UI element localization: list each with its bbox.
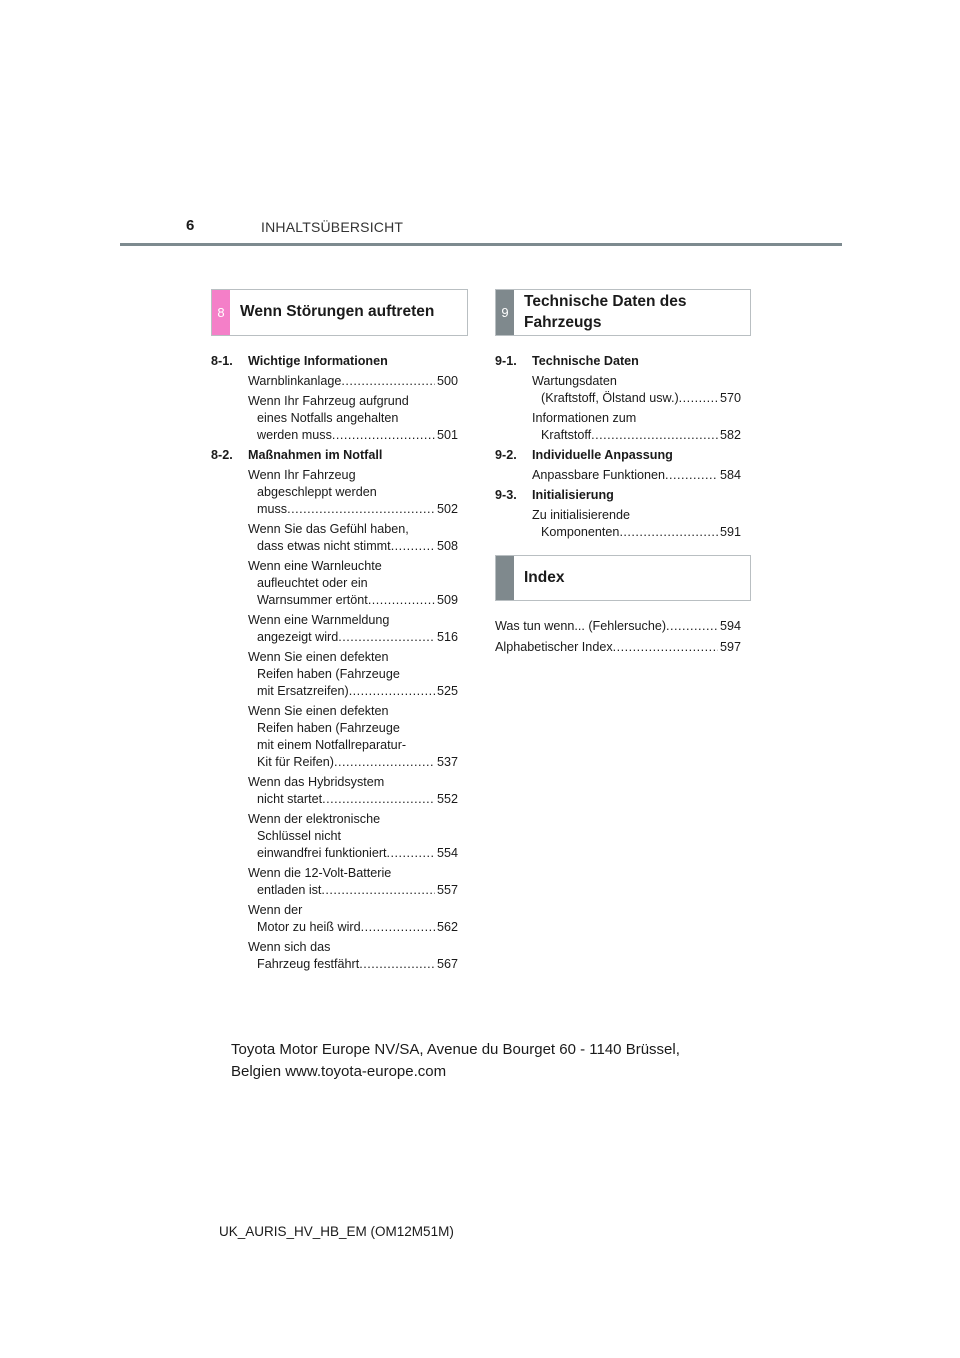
- dot-leader: [321, 882, 435, 899]
- toc-page-number[interactable]: 537: [436, 755, 458, 769]
- dot-leader: [338, 629, 435, 646]
- toc-entry[interactable]: [248, 649, 458, 700]
- dot-leader: [359, 956, 435, 973]
- toc-entry[interactable]: [532, 467, 741, 484]
- toc-entry[interactable]: [248, 521, 458, 555]
- toc-page-number[interactable]: 582: [719, 428, 741, 442]
- toc-group-heading[interactable]: [211, 353, 458, 370]
- toc-page-number[interactable]: 554: [436, 846, 458, 860]
- dot-leader: [666, 618, 718, 635]
- toc-group-number: 9-2.: [495, 448, 517, 462]
- toc-group-number: 9-1.: [495, 354, 517, 368]
- toc-entry-line: Wenn Ihr Fahrzeug aufgrund: [248, 394, 409, 408]
- index-entry[interactable]: [495, 618, 741, 635]
- toc-entry-line: Wenn Sie einen defekten: [248, 650, 389, 664]
- dot-leader: [287, 501, 435, 518]
- toc-entry-line: aufleuchtet oder ein: [257, 576, 368, 590]
- toc-entry-line: Reifen haben (Fahrzeuge: [257, 667, 400, 681]
- toc-group-title: Individuelle Anpassung: [532, 448, 673, 462]
- toc-group-heading[interactable]: [495, 353, 741, 370]
- toc-entry-line: Schlüssel nicht: [257, 829, 341, 843]
- toc-entry-line: Kit für Reifen) ..... 537: [248, 754, 458, 771]
- toc-page-number[interactable]: 525: [436, 684, 458, 698]
- section-9-title: Technische Daten des Fahrzeugs: [524, 293, 687, 331]
- section-8-number: 8: [217, 305, 225, 320]
- toc-group-number: 9-3.: [495, 488, 517, 502]
- toc-entry-line: einwandfrei funktioniert ..... 554: [248, 845, 458, 862]
- toc-group: [495, 353, 741, 444]
- toc-group-title: Wichtige Informationen: [248, 354, 388, 368]
- toc-page-number[interactable]: 509: [436, 593, 458, 607]
- dot-leader: [332, 427, 435, 444]
- toc-entry[interactable]: [532, 373, 741, 407]
- index-header: [495, 555, 751, 601]
- header-rule: [120, 243, 842, 246]
- toc-entry[interactable]: [532, 410, 741, 444]
- toc-page-number[interactable]: 508: [436, 539, 458, 553]
- toc-entry-line: Wartungsdaten: [532, 374, 617, 388]
- dot-leader: [665, 467, 718, 484]
- toc-entry-line: Kraftstoff ..... 582: [532, 427, 741, 444]
- toc-entry-line: Wenn Sie einen defekten: [248, 704, 389, 718]
- toc-entry[interactable]: [248, 865, 458, 899]
- toc-group: [211, 353, 458, 444]
- toc-entry[interactable]: [248, 612, 458, 646]
- toc-group-number: 8-2.: [211, 448, 233, 462]
- toc-group-title: Maßnahmen im Notfall: [248, 448, 383, 462]
- toc-group-heading[interactable]: [495, 447, 741, 464]
- dot-leader: [334, 754, 435, 771]
- toc-group-heading[interactable]: [495, 487, 741, 504]
- toc-entry[interactable]: [248, 558, 458, 609]
- toc-entry-line: Anpassbare Funktionen ..... 584: [532, 467, 741, 484]
- index-title: Index: [524, 569, 565, 586]
- toc-entry[interactable]: [248, 811, 458, 862]
- toc-entry-line: entladen ist ..... 557: [248, 882, 458, 899]
- toc-page-number[interactable]: 597: [719, 640, 741, 654]
- toc-page-number[interactable]: 567: [436, 957, 458, 971]
- toc-entry-line: Wenn Sie das Gefühl haben,: [248, 522, 409, 536]
- toc-entry-line: mit Ersatzreifen) ..... 525: [248, 683, 458, 700]
- toc-entry-line: Reifen haben (Fahrzeuge: [257, 721, 400, 735]
- toc-group: [495, 447, 741, 484]
- toc-entry-line: Wenn eine Warnleuchte: [248, 559, 382, 573]
- toc-entry-line: (Kraftstoff, Ölstand usw.) ..... 570: [532, 390, 741, 407]
- toc-entry[interactable]: [248, 373, 458, 390]
- toc-entry-line: Alphabetischer Index ..... 597: [495, 639, 741, 656]
- dot-leader: [387, 845, 435, 862]
- toc-entry-line: mit einem Notfallreparatur-: [257, 738, 407, 752]
- dot-leader: [361, 919, 435, 936]
- toc-group-title: Technische Daten: [532, 354, 639, 368]
- section-8-tab: [212, 290, 230, 335]
- toc-entry-line: Wenn sich das: [248, 940, 331, 954]
- toc-entry-line: Wenn Ihr Fahrzeug: [248, 468, 356, 482]
- dot-leader: [368, 592, 435, 609]
- toc-page-number[interactable]: 594: [719, 619, 741, 633]
- section-9-header: [495, 289, 751, 336]
- dot-leader: [349, 683, 435, 700]
- toc-entry-line: Warnblinkanlage ..... 500: [248, 373, 458, 390]
- toc-page-number[interactable]: 552: [436, 792, 458, 806]
- toc-page-number[interactable]: 516: [436, 630, 458, 644]
- toc-entry-line: Informationen zum: [532, 411, 637, 425]
- toc-entry[interactable]: [248, 393, 458, 444]
- toc-entry-line: muss ..... 502: [248, 501, 458, 518]
- toc-entry-line: werden muss ..... 501: [248, 427, 458, 444]
- toc-entry-line: abgeschleppt werden: [257, 485, 377, 499]
- toc-entry-line: angezeigt wird ..... 516: [248, 629, 458, 646]
- toc-page-number[interactable]: 501: [436, 428, 458, 442]
- toc-page-number[interactable]: 500: [436, 374, 458, 388]
- toc-entry-line: Was tun wenn... (Fehlersuche) ..... 594: [495, 618, 741, 635]
- section-9-tab: [496, 290, 514, 335]
- toc-page-number[interactable]: 502: [436, 502, 458, 516]
- toc-entry-line: eines Notfalls angehalten: [257, 411, 399, 425]
- toc-entry-line: Warnsummer ertönt ..... 509: [248, 592, 458, 609]
- section-8-title: Wenn Störungen auftreten: [240, 303, 435, 320]
- dot-leader: [341, 373, 435, 390]
- section-8-header: [211, 289, 468, 336]
- document-code: UK_AURIS_HV_HB_EM (OM12M51M): [219, 1224, 454, 1239]
- dot-leader: [619, 524, 718, 541]
- toc-entry[interactable]: [248, 939, 458, 973]
- toc-entry[interactable]: [248, 703, 458, 771]
- toc-group: [495, 487, 741, 541]
- toc-group: [211, 447, 458, 973]
- dot-leader: [322, 791, 435, 808]
- toc-entry[interactable]: [248, 902, 458, 936]
- section-9-number: 9: [501, 305, 509, 320]
- dot-leader: [679, 390, 718, 407]
- toc-entry-line: Zu initialisierende: [532, 508, 631, 522]
- footer-address: Toyota Motor Europe NV/SA, Avenue du Bourget 60 - 1140 Brüssel, Belgien www.toyota-europe.com: [231, 1041, 680, 1080]
- toc-index-list: [495, 618, 741, 660]
- toc-entry[interactable]: [532, 507, 741, 541]
- dot-leader: [613, 639, 718, 656]
- toc-left-column: [211, 353, 458, 976]
- toc-right-column: [495, 353, 741, 544]
- toc-entry-line: Motor zu heiß wird ..... 562: [248, 919, 458, 936]
- toc-entry-line: Wenn der elektronische: [248, 812, 381, 826]
- toc-group-number: 8-1.: [211, 354, 233, 368]
- toc-entry-line: Wenn das Hybridsystem: [248, 775, 385, 789]
- toc-entry[interactable]: [248, 467, 458, 518]
- dot-leader: [591, 427, 718, 444]
- toc-entry-line: Komponenten ..... 591: [532, 524, 741, 541]
- page-header-title: INHALTSÜBERSICHT: [261, 219, 404, 235]
- toc-entry-line: Wenn eine Warnmeldung: [248, 613, 390, 627]
- toc-page-number[interactable]: 591: [719, 525, 741, 539]
- index-tab: [496, 556, 514, 600]
- toc-entry-line: Wenn die 12-Volt-Batterie: [248, 866, 392, 880]
- toc-page-number[interactable]: 557: [436, 883, 458, 897]
- index-entry[interactable]: [495, 639, 741, 656]
- page-number: 6: [186, 217, 195, 234]
- toc-group-heading[interactable]: [211, 447, 458, 464]
- dot-leader: [391, 538, 435, 555]
- toc-page-number[interactable]: 570: [719, 391, 741, 405]
- toc-entry-line: Wenn der: [248, 903, 303, 917]
- toc-entry[interactable]: [248, 774, 458, 808]
- toc-entry-line: nicht startet ..... 552: [248, 791, 458, 808]
- toc-entry-line: Fahrzeug festfährt ..... 567: [248, 956, 458, 973]
- toc-page-number[interactable]: 584: [719, 468, 741, 482]
- toc-group-title: Initialisierung: [532, 488, 614, 502]
- toc-entry-line: dass etwas nicht stimmt ..... 508: [248, 538, 458, 555]
- toc-page-number[interactable]: 562: [436, 920, 458, 934]
